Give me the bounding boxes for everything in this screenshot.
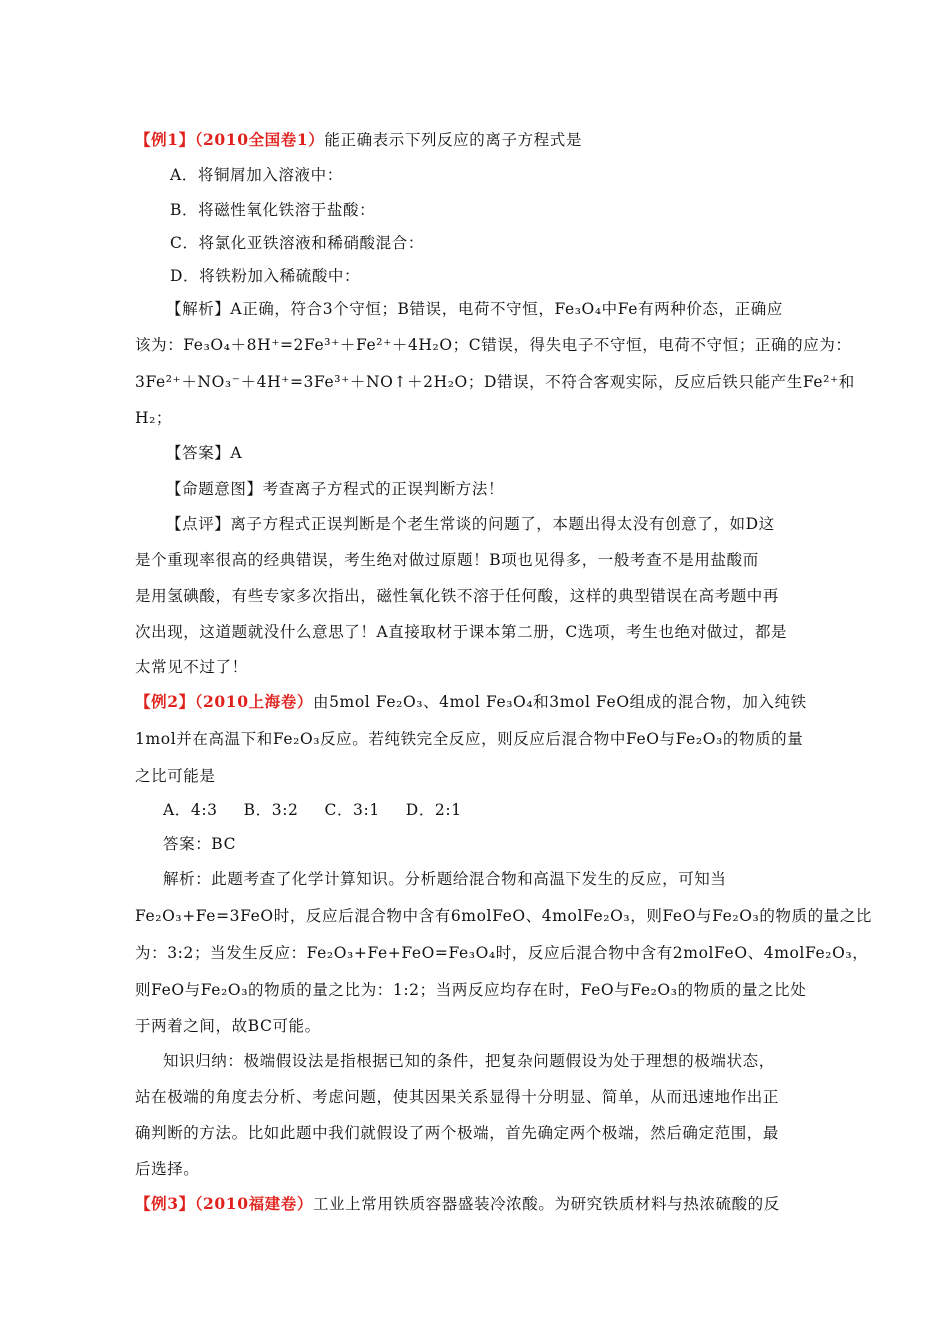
- example-2-options: [163, 798, 488, 820]
- ex2-option-b: B．3:2: [243, 801, 299, 819]
- example-1-question: 能正确表示下列反应的离子方程式是: [324, 131, 582, 149]
- option-c: C．将氯化亚铁溶液和稀硝酸混合：: [170, 234, 424, 252]
- intent-1: 【命题意图】考查离子方程式的正误判断方法！: [166, 480, 505, 498]
- ex2-option-a: A．4:3: [163, 801, 218, 819]
- summary-line-3: 确判断的方法。比如此题中我们就假设了两个极端，首先确定两个极端，然后确定范围，最: [135, 1124, 780, 1142]
- analysis-text-1: A正确，符合3个守恒；B错误，电荷不守恒，Fe₃O₄中Fe有两种价态，正确应: [230, 300, 783, 318]
- analysis-line-1: [166, 297, 783, 319]
- comment-line-3: 是用氢碘酸，有些专家多次指出，磁性氧化铁不溶于任何酸，这样的典型错误在高考题中再: [135, 587, 780, 605]
- ex2-analysis-line-2: Fe₂O₃+Fe=3FeO时，反应后混合物中含有6molFeO、4molFe₂O₃，则FeO与Fe₂O₃的物质的量之比: [135, 907, 873, 925]
- ex2-analysis-line-5: 于两着之间，故BC可能。: [135, 1017, 321, 1035]
- example-2-source: （2010上海卷）: [194, 692, 313, 711]
- example-3-source: （2010福建卷）: [194, 1194, 313, 1213]
- ex2-option-c: C．3:1: [324, 801, 380, 819]
- example-3-tag: 【例3】: [135, 1194, 195, 1213]
- example-2-question-3: 之比可能是: [135, 767, 216, 785]
- comment-line-5: 太常见不过了！: [135, 658, 248, 676]
- option-b: B．将磁性氧化铁溶于盐酸：: [170, 201, 376, 219]
- ex2-analysis-line-3: 为：3:2；当发生反应：Fe₂O₃+Fe+FeO=Fe₃O₄时，反应后混合物中含有2molFeO、4molFe₂O₃，: [135, 944, 869, 962]
- example-2-question-1: 由5mol Fe₂O₃、4mol Fe₃O₄和3mol FeO组成的混合物，加入纯铁: [312, 693, 807, 711]
- example-2-question-2: 1mol并在高温下和Fe₂O₃反应。若纯铁完全反应，则反应后混合物中FeO与Fe₂O₃的物质的量: [135, 730, 804, 748]
- ex2-analysis-line-4: 则FeO与Fe₂O₃的物质的量之比为：1:2；当两反应均存在时，FeO与Fe₂O₃的物质的量之比处: [135, 981, 807, 999]
- option-a: A．将铜屑加入溶液中：: [170, 166, 343, 184]
- summary-line-4: 后选择。: [135, 1160, 200, 1178]
- ex2-analysis-line-1: 解析：此题考查了化学计算知识。分析题给混合物和高温下发生的反应，可知当: [163, 870, 727, 888]
- example-1-source: （2010全国卷1）: [194, 130, 325, 149]
- analysis-line-2: 该为：Fe₃O₄＋8H⁺=2Fe³⁺＋Fe²⁺＋4H₂O；C错误，得失电子不守恒，电荷不守恒；正确的应为：: [135, 336, 852, 354]
- example-3-heading: [135, 1192, 780, 1214]
- example-1-heading: [135, 128, 582, 150]
- example-3-text: 工业上常用铁质容器盛装冷浓酸。为研究铁质材料与热浓硫酸的反: [312, 1195, 780, 1213]
- comment-line-2: 是个重现率很高的经典错误，考生绝对做过原题！B项也见得多，一般考查不是用盐酸而: [135, 551, 759, 569]
- comment-line-4: 次出现，这道题就没什么意思了！A直接取材于课本第二册，C选项，考生也绝对做过，都是: [135, 623, 788, 641]
- analysis-label: 【解析】: [166, 300, 231, 318]
- example-1-tag: 【例1】: [135, 130, 195, 149]
- ex2-option-d: D．2:1: [405, 801, 462, 819]
- answer-2: 答案：BC: [163, 835, 237, 853]
- analysis-line-4: H₂；: [135, 409, 173, 427]
- comment-line-1: 【点评】离子方程式正误判断是个老生常谈的问题了，本题出得太没有创意了，如D这: [166, 515, 775, 533]
- summary-line-1: 知识归纳：极端假设法是指根据已知的条件，把复杂问题假设为处于理想的极端状态，: [163, 1052, 775, 1070]
- answer-1: 【答案】A: [166, 444, 243, 462]
- example-2-heading: [135, 690, 807, 712]
- analysis-line-3: 3Fe²⁺＋NO₃⁻＋4H⁺=3Fe³⁺＋NO↑＋2H₂O；D错误，不符合客观实际，反应后铁只能产生Fe²⁺和: [135, 373, 855, 391]
- summary-line-2: 站在极端的角度去分析、考虑问题，使其因果关系显得十分明显、简单，从而迅速地作出正: [135, 1088, 780, 1106]
- example-2-tag: 【例2】: [135, 692, 195, 711]
- option-d: D．将铁粉加入稀硫酸中：: [170, 267, 361, 285]
